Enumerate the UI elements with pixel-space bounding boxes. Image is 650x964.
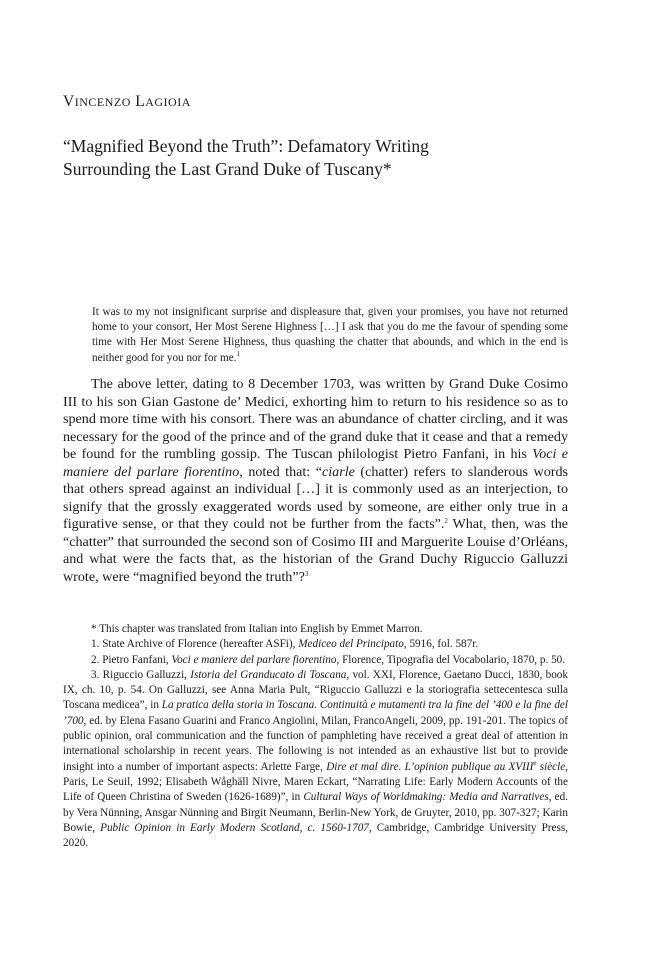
footnote-ref-3[interactable]: 3	[304, 569, 309, 578]
footnote-ref-1[interactable]: 1	[236, 349, 240, 358]
footnote-star: * This chapter was translated from Italian into English by Emmet Marron.	[91, 623, 423, 635]
footnote-2-text: 2. Pietro Fanfani,	[91, 653, 172, 666]
epigraph-quote	[92, 305, 568, 366]
footnote-3-text-f: , Cambridge, Cambridge University Press, 2020.	[63, 821, 568, 850]
body-text-3: (chatter) refers to slanderous words that others spread against an individual […] it is commonly used as an interjection, to signify that the grossly exaggerated words used by someone, are either only true in a figurative sense, or that they could not be further from the facts”.	[63, 463, 568, 532]
footnote-3-title-5: Public Opinion in Early Modern Scotland, c. 1560-1707	[100, 821, 369, 834]
body-text-1: The above letter, dating to 8 December 1703, was written by Grand Duke Cosimo III to his son Gian Gastone de’ Medici, exhorting him to return to his residence so as to spend more time with his consort. There was an abundance of chatter circling, and it was necessary for the good of the prince and of the grand duke that it cease and that a remedy be found for the rumbling gossip. The Tuscan philologist Pietro Fanfani, in his	[63, 376, 568, 462]
footnote-3-title-3: Dire et mal dire. L’opinion publique au XVIII	[326, 760, 534, 773]
footnote-3-text-a: 3. Riguccio Galluzzi,	[91, 668, 191, 681]
footnote-2	[63, 653, 568, 668]
footnote-3-century-sup: e	[533, 758, 537, 767]
footnote-3-text-d: , Paris, Le Seuil, 1992; Elisabeth Wåghäll Nivre, Maren Eckart, “Narrating Life: Early Modern Accounts of the Life of Queen Christina of Sweden (1626-1689)”, in	[63, 760, 569, 804]
title-line-2: Surrounding the Last Grand Duke of Tuscany*	[63, 159, 392, 179]
chapter-title	[63, 135, 583, 181]
footnote-ref-2[interactable]: 2	[444, 517, 448, 525]
footnote-1	[63, 637, 568, 652]
body-paragraph	[63, 376, 568, 586]
footnote-3	[63, 668, 568, 852]
footnote-3-title-3-end: siècle	[536, 760, 566, 773]
footnote-3-text-c: , ed. by Elena Fasano Guarini and Franco Angiolini, Milan, FrancoAngeli, 2009, pp. 191-201. The topics of public opinion, oral communication and the function of pamphleting have received a great deal of attention in international scholarship in recent years. The following is not intended as an exhaustive list but to provide insight into a number of important aspects: Arlette Farge,	[63, 714, 568, 773]
footnote-2-text-end: , Florence, Tipografia del Vocabolario, 1870, p. 50.	[336, 653, 566, 666]
author-last-initial: L	[135, 93, 146, 110]
author-last-rest: AGIOIA	[145, 95, 191, 109]
body-text-2: , noted that: “	[239, 463, 322, 480]
author-first-rest: INCENZO	[74, 95, 131, 109]
footnote-1-text: 1. State Archive of Florence (hereafter ASFi),	[91, 638, 299, 651]
footnote-3-title-1: Istoria del Granducato di Toscana	[190, 668, 347, 681]
author-name	[63, 93, 191, 111]
body-term-ciarle: ciarle	[322, 463, 355, 480]
footnote-3-text-e: , ed. by Vera Nünning, Ansgar Nünning and Birgit Neumann, Berlin-New York, de Gruyter, 2010, pp. 307-327; Karin Bowie,	[63, 791, 568, 834]
footnote-3-title-2: La pratica della storia in Toscana. Continuità e mutamenti tra la fine del ’400 e la fine del ’700	[63, 699, 568, 727]
body-book-title: Voci e maniere del parlare fiorentino	[63, 446, 568, 480]
footnote-1-title: Mediceo del Principato	[298, 638, 404, 651]
author-initial: V	[63, 93, 75, 110]
footnote-2-title: Voci e maniere del parlare fiorentino	[171, 653, 337, 666]
footnotes	[63, 622, 568, 851]
epigraph-text: It was to my not insignificant surprise and displeasure that, given your promises, you have not returned home to your consort, Her Most Serene Highness […] I ask that you do me the favour of spending some time with Her Most Serene Highness, thus quashing the chatter that abounds, and which in the end is neither good for you nor for me.	[92, 306, 568, 364]
body-text-4: What, then, was the “chatter” that surrounded the second son of Cosimo III and Marguerite Louise d’Orléans, and what were the facts that, as the historian of the Grand Duchy Riguccio Galluzzi wrote, were “magnified beyond the truth”?	[63, 516, 568, 585]
footnote-1-text-end: , 5916, fol. 587r.	[403, 638, 479, 651]
title-line-1: “Magnified Beyond the Truth”: Defamatory Writing	[63, 136, 429, 156]
footnote-3-title-4: Cultural Ways of Worldmaking: Media and Narratives	[303, 791, 549, 804]
footnote-3-text-b: , vol. XXI, Florence, Gaetano Ducci, 1830, book IX, ch. 10, p. 54. On Galluzzi, see Anna Maria Pult, “Riguccio Galluzzi e la storiografia settecentesca sulla Toscana medicea”, in	[63, 668, 568, 712]
